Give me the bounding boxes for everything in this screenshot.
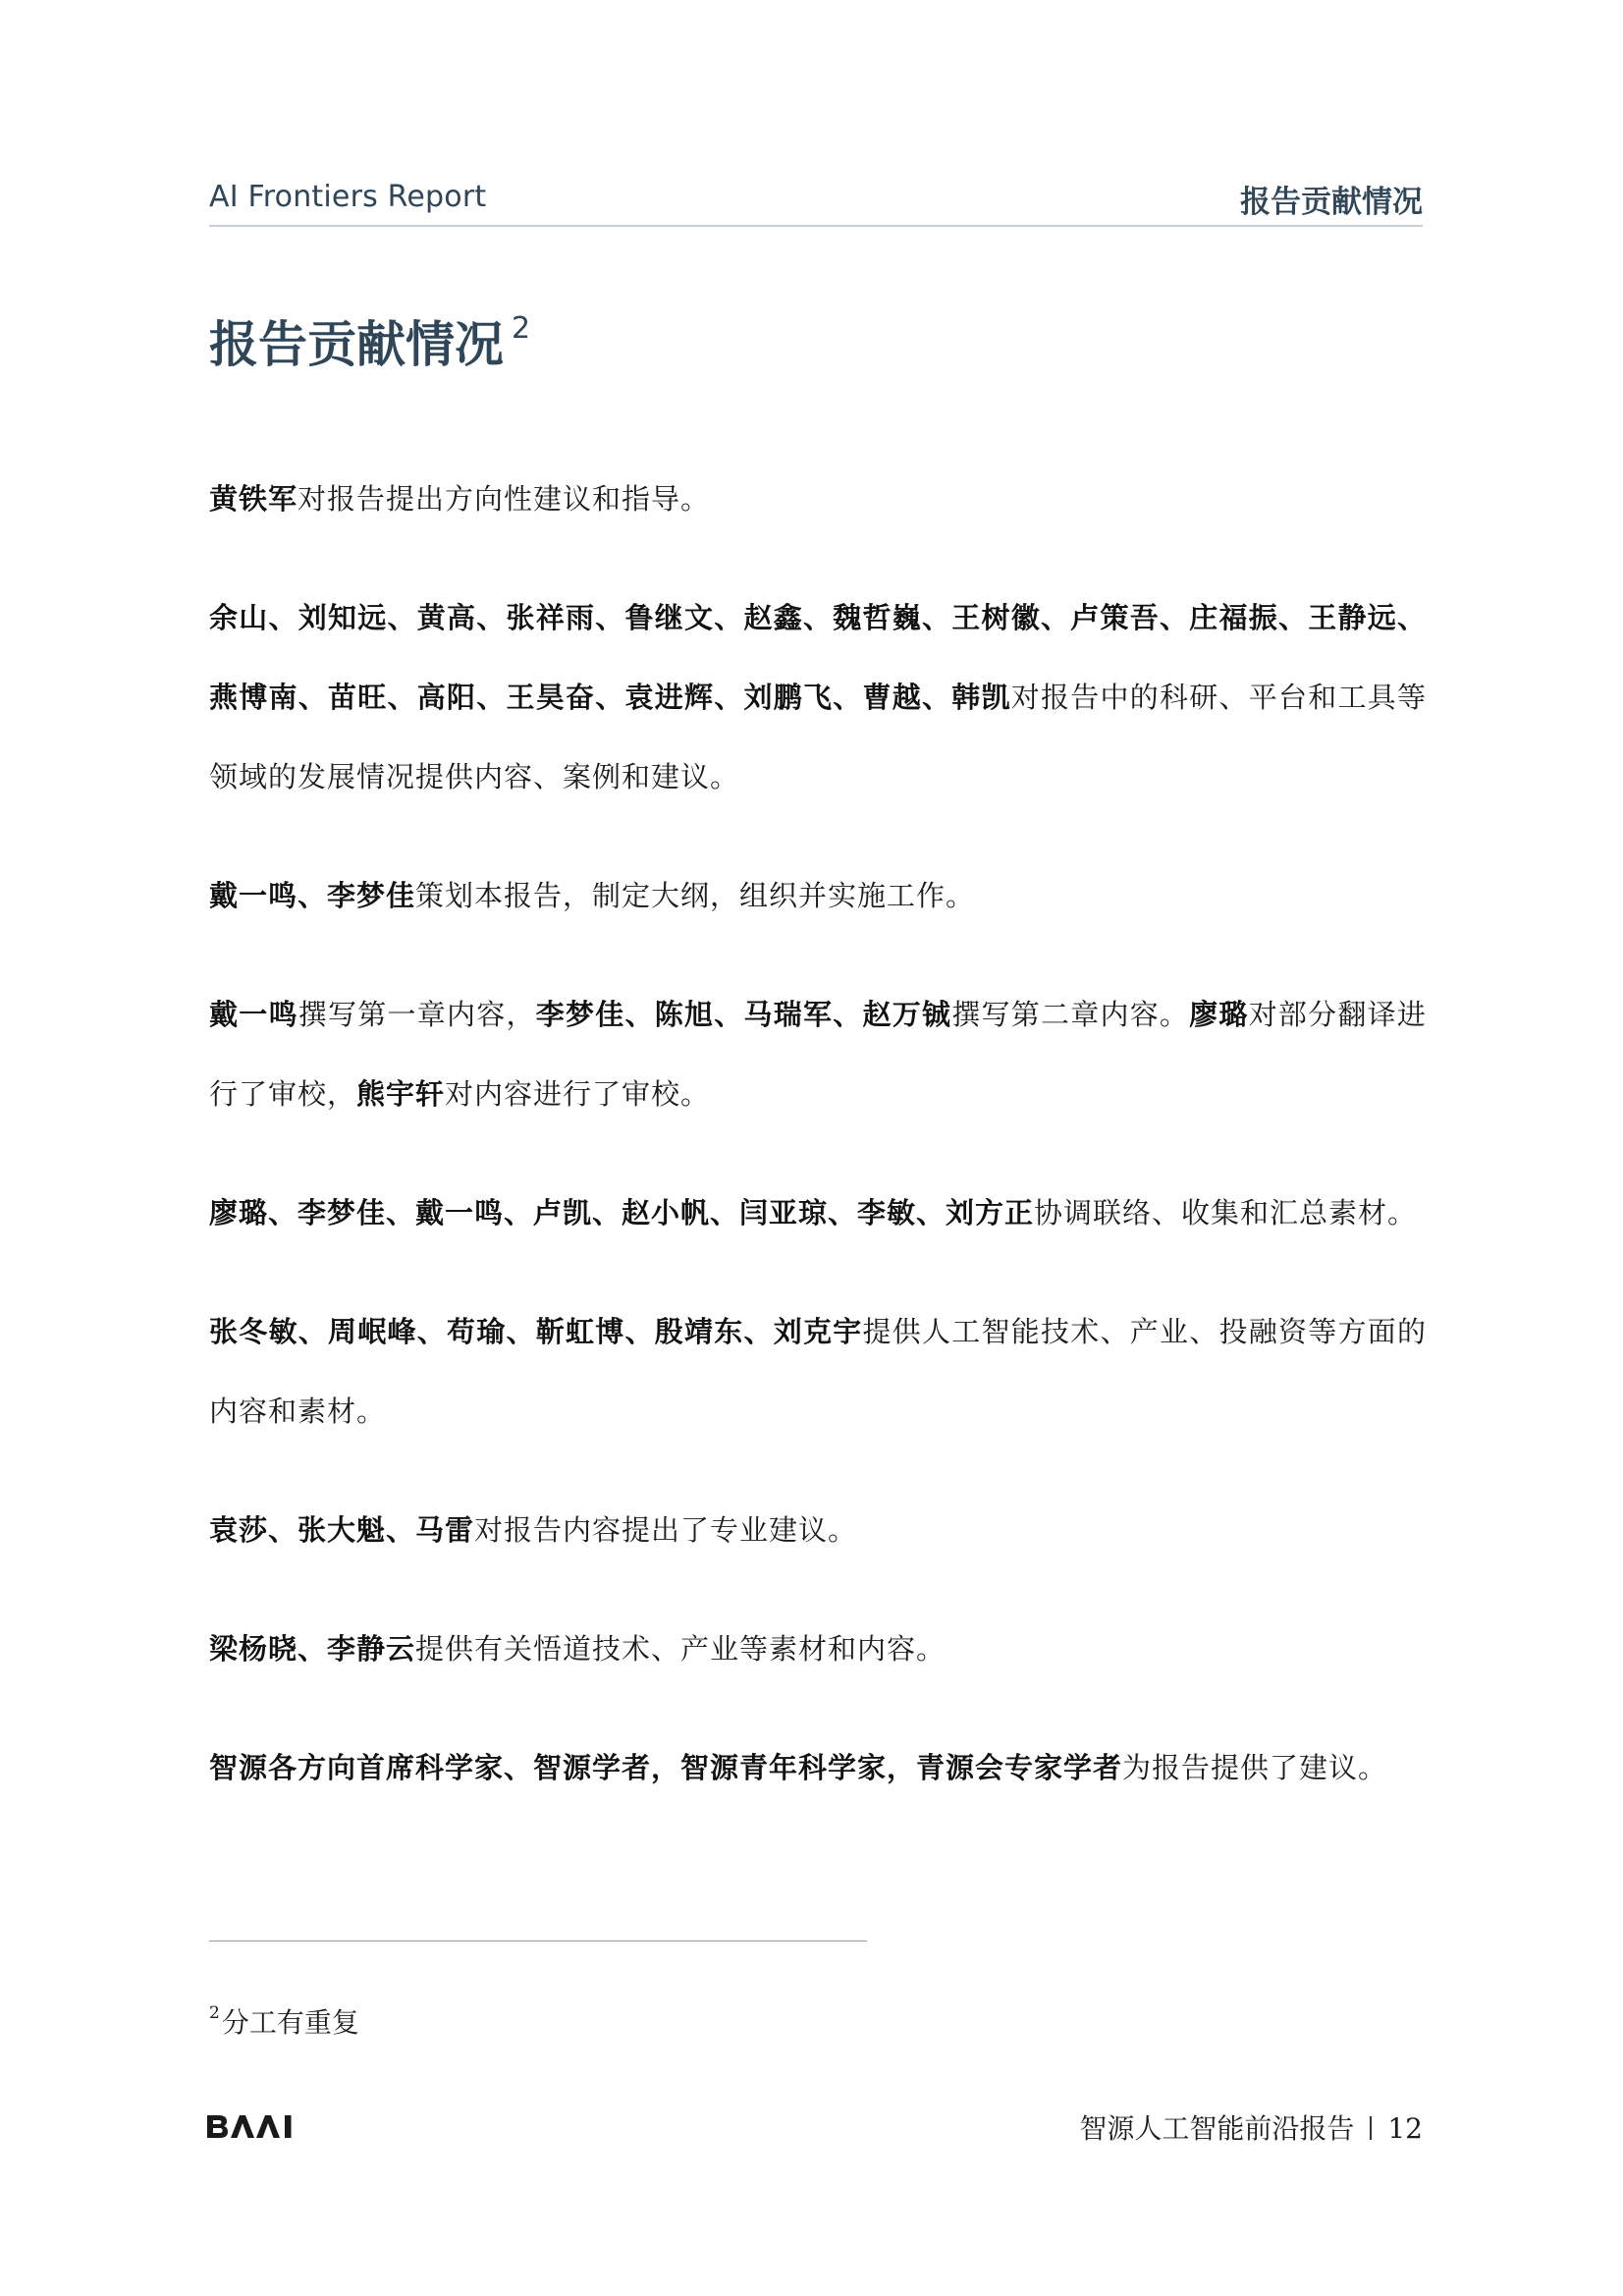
contribution-text: 协调联络、收集和汇总素材。 <box>1034 1196 1418 1230</box>
paragraph-8 <box>209 1610 1427 1689</box>
contributor-names: 李梦佳、陈旭、马瑞军、赵万铖 <box>535 998 952 1031</box>
contributor-names: 戴一鸣、李梦佳 <box>209 879 416 912</box>
contributor-names: 廖璐、李梦佳、戴一鸣、卢凯、赵小帆、闫亚琼、李敏、刘方正 <box>209 1196 1035 1230</box>
contribution-text: 对报告提出方向性建议和指导。 <box>298 482 711 516</box>
paragraph-7 <box>209 1491 1427 1570</box>
page-title <box>209 312 530 372</box>
running-header-left: AI Frontiers Report <box>209 180 487 214</box>
contributions-body <box>209 460 1427 1847</box>
contribution-text: 对报告内容提出了专业建议。 <box>474 1513 858 1547</box>
footnote-text: 分工有重复 <box>221 2006 359 2039</box>
contribution-text: 撰写第一章内容， <box>298 998 536 1031</box>
contributor-names: 廖璐 <box>1189 998 1249 1031</box>
contribution-text: 对内容进行了审校。 <box>445 1077 711 1111</box>
contributor-names: 熊宇轩 <box>356 1077 446 1111</box>
contributor-names: 张冬敏、周岷峰、苟瑜、靳虹博、殷靖东、刘克宇 <box>209 1315 863 1348</box>
contributor-names: 袁莎、张大魁、马雷 <box>209 1513 475 1547</box>
paragraph-9 <box>209 1728 1427 1808</box>
footer-separator <box>1370 2116 1372 2140</box>
contribution-text: 对部分翻译进行了审校， <box>209 998 1427 1111</box>
contributor-names: 戴一鸣 <box>209 998 298 1031</box>
page-footer <box>1079 2107 1423 2147</box>
contribution-text: 提供有关悟道技术、产业等素材和内容。 <box>415 1632 947 1666</box>
contribution-text: 对报告中的科研、平台和工具等领域的发展情况提供内容、案例和建议。 <box>209 681 1427 793</box>
paragraph-3 <box>209 856 1427 936</box>
paragraph-4 <box>209 975 1427 1134</box>
baai-logo <box>207 2113 305 2139</box>
footnote <box>209 2001 359 2041</box>
footnote-reference: 2 <box>512 311 531 346</box>
contribution-text: 为报告提供了建议。 <box>1122 1751 1388 1784</box>
page-title-text: 报告贡献情况 <box>209 316 504 373</box>
contribution-text: 提供人工智能技术、产业、投融资等方面的内容和素材。 <box>209 1315 1427 1428</box>
footnote-marker: 2 <box>209 2003 220 2023</box>
contribution-text: 撰写第二章内容。 <box>951 998 1190 1031</box>
report-name: 智源人工智能前沿报告 <box>1079 2112 1355 2145</box>
contributor-names: 梁杨晓、李静云 <box>209 1632 416 1666</box>
contributor-names: 余山、刘知远、黄高、张祥雨、鲁继文、赵鑫、魏哲巍、王树徽、卢策吾、庄福振、王静远、燕博南、苗旺、高阳、王昊奋、袁进辉、刘鹏飞、曹越、韩凯 <box>209 601 1427 714</box>
paragraph-5 <box>209 1174 1427 1253</box>
contribution-text: 策划本报告，制定大纲，组织并实施工作。 <box>415 879 976 912</box>
contributor-names: 黄铁军 <box>209 482 298 516</box>
running-header-right: 报告贡献情况 <box>1240 185 1423 220</box>
paragraph-2 <box>209 578 1427 817</box>
contributor-names: 智源各方向首席科学家、智源学者，智源青年科学家，青源会专家学者 <box>209 1751 1123 1784</box>
header-divider <box>209 225 1423 227</box>
paragraph-1 <box>209 460 1427 539</box>
page-number: 12 <box>1387 2112 1423 2145</box>
paragraph-6 <box>209 1292 1427 1451</box>
